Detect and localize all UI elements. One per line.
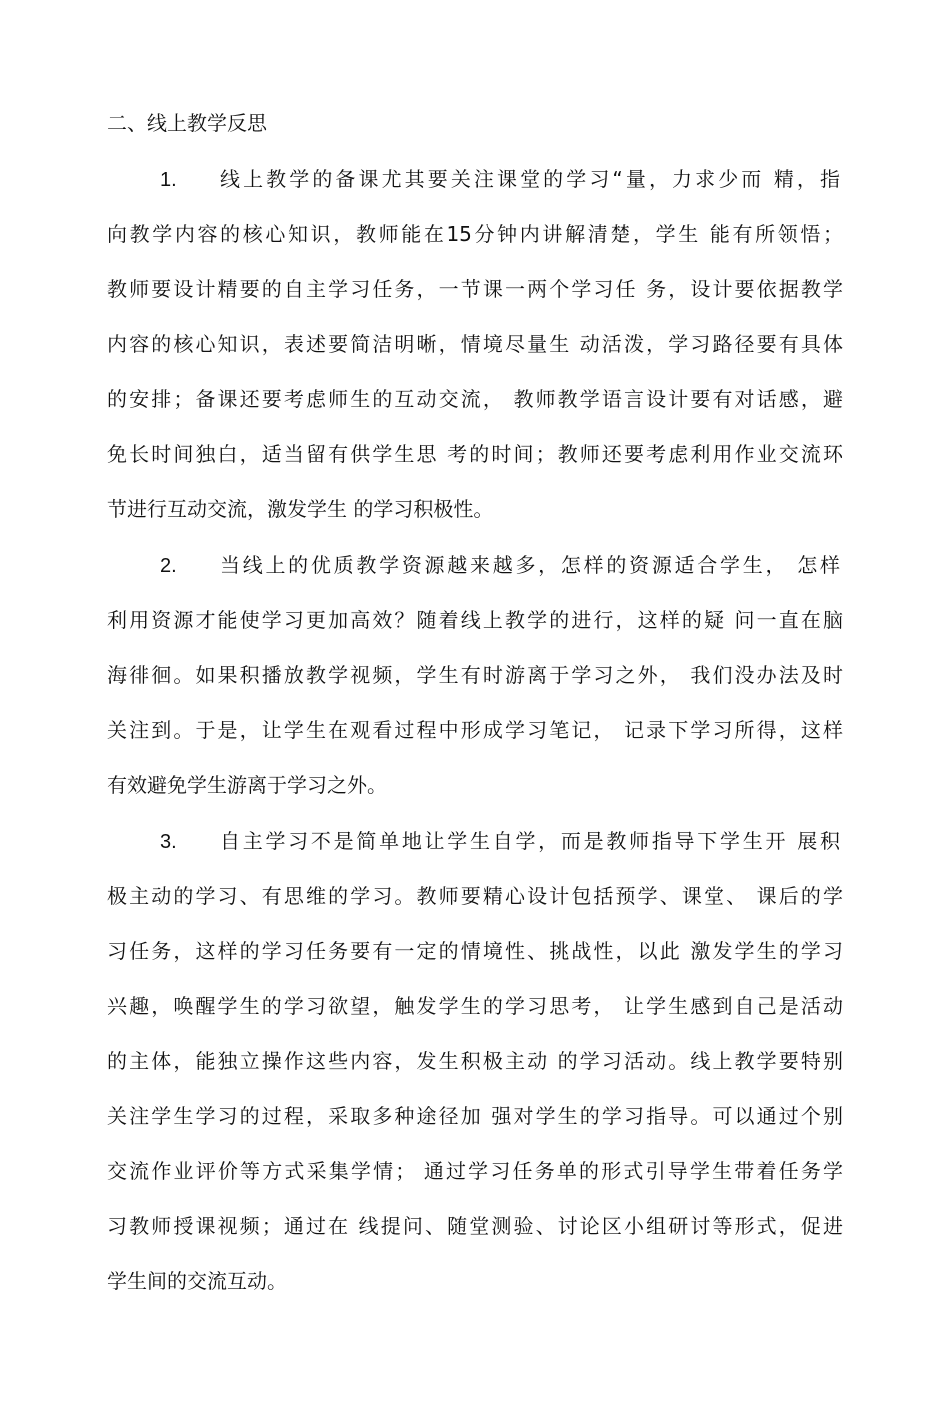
paragraph-1-line-4: 内容的核心知识，表述要简洁明晰，情境尽量生 动活泼，学习路径要有具体 xyxy=(107,332,843,356)
paragraph-3-line-1 xyxy=(160,824,843,858)
paragraph-1-text: 线上教学的备课尤其要关注课堂的学习“量，力求少而 精，指 xyxy=(220,167,840,191)
paragraph-3-line-3: 习任务，这样的学习任务要有一定的情境性、挑战性，以此 激发学生的学习 xyxy=(107,939,843,963)
paragraph-3-line-2: 极主动的学习、有思维的学习。教师要精心设计包括预学、课堂、 课后的学 xyxy=(107,884,843,908)
paragraph-2-number: 2. xyxy=(160,555,177,577)
paragraph-3-line-6: 关注学生学习的过程，采取多种途径加 强对学生的学习指导。可以通过个别 xyxy=(107,1104,843,1128)
paragraph-1-line-5: 的安排；备课还要考虑师生的互动交流， 教师教学语言设计要有对话感，避 xyxy=(107,387,843,411)
paragraph-2-line-1 xyxy=(160,548,843,582)
paragraph-1-line-2: 向教学内容的核心知识，教师能在15分钟内讲解清楚，学生 能有所领悟； xyxy=(107,222,843,246)
paragraph-3-line-9: 学生间的交流互动。 xyxy=(107,1269,287,1293)
paragraph-1-number: 1. xyxy=(160,169,177,191)
paragraph-3-line-8: 习教师授课视频；通过在 线提问、随堂测验、讨论区小组研讨等形式，促进 xyxy=(107,1214,843,1238)
paragraph-2-text: 当线上的优质教学资源越来越多，怎样的资源适合学生， 怎样 xyxy=(220,553,840,577)
paragraph-1-line-6: 免长时间独白，适当留有供学生思 考的时间；教师还要考虑利用作业交流环 xyxy=(107,442,843,466)
paragraph-2-line-3: 海徘徊。如果积播放教学视频，学生有时游离于学习之外， 我们没办法及时 xyxy=(107,663,843,687)
paragraph-1-line-7: 节进行互动交流，激发学生 的学习积极性。 xyxy=(107,497,494,521)
paragraph-2-line-4: 关注到。于是，让学生在观看过程中形成学习笔记， 记录下学习所得，这样 xyxy=(107,718,843,742)
section-heading: 二、线上教学反思 xyxy=(107,111,267,135)
paragraph-3-line-7: 交流作业评价等方式采集学情； 通过学习任务单的形式引导学生带着任务学 xyxy=(107,1159,843,1183)
paragraph-3-text: 自主学习不是简单地让学生自学，而是教师指导下学生开 展积 xyxy=(220,829,840,853)
paragraph-1-line-3: 教师要设计精要的自主学习任务，一节课一两个学习任 务，设计要依据教学 xyxy=(107,277,843,301)
paragraph-3-number: 3. xyxy=(160,831,177,853)
paragraph-3-line-5: 的主体，能独立操作这些内容，发生积极主动 的学习活动。线上教学要特别 xyxy=(107,1049,843,1073)
paragraph-3-line-4: 兴趣，唤醒学生的学习欲望，触发学生的学习思考， 让学生感到自己是活动 xyxy=(107,994,843,1018)
paragraph-1-line-1 xyxy=(160,162,843,196)
paragraph-2-line-2: 利用资源才能使学习更加高效？随着线上教学的进行，这样的疑 问一直在脑 xyxy=(107,608,843,632)
paragraph-2-line-5: 有效避免学生游离于学习之外。 xyxy=(107,773,387,797)
